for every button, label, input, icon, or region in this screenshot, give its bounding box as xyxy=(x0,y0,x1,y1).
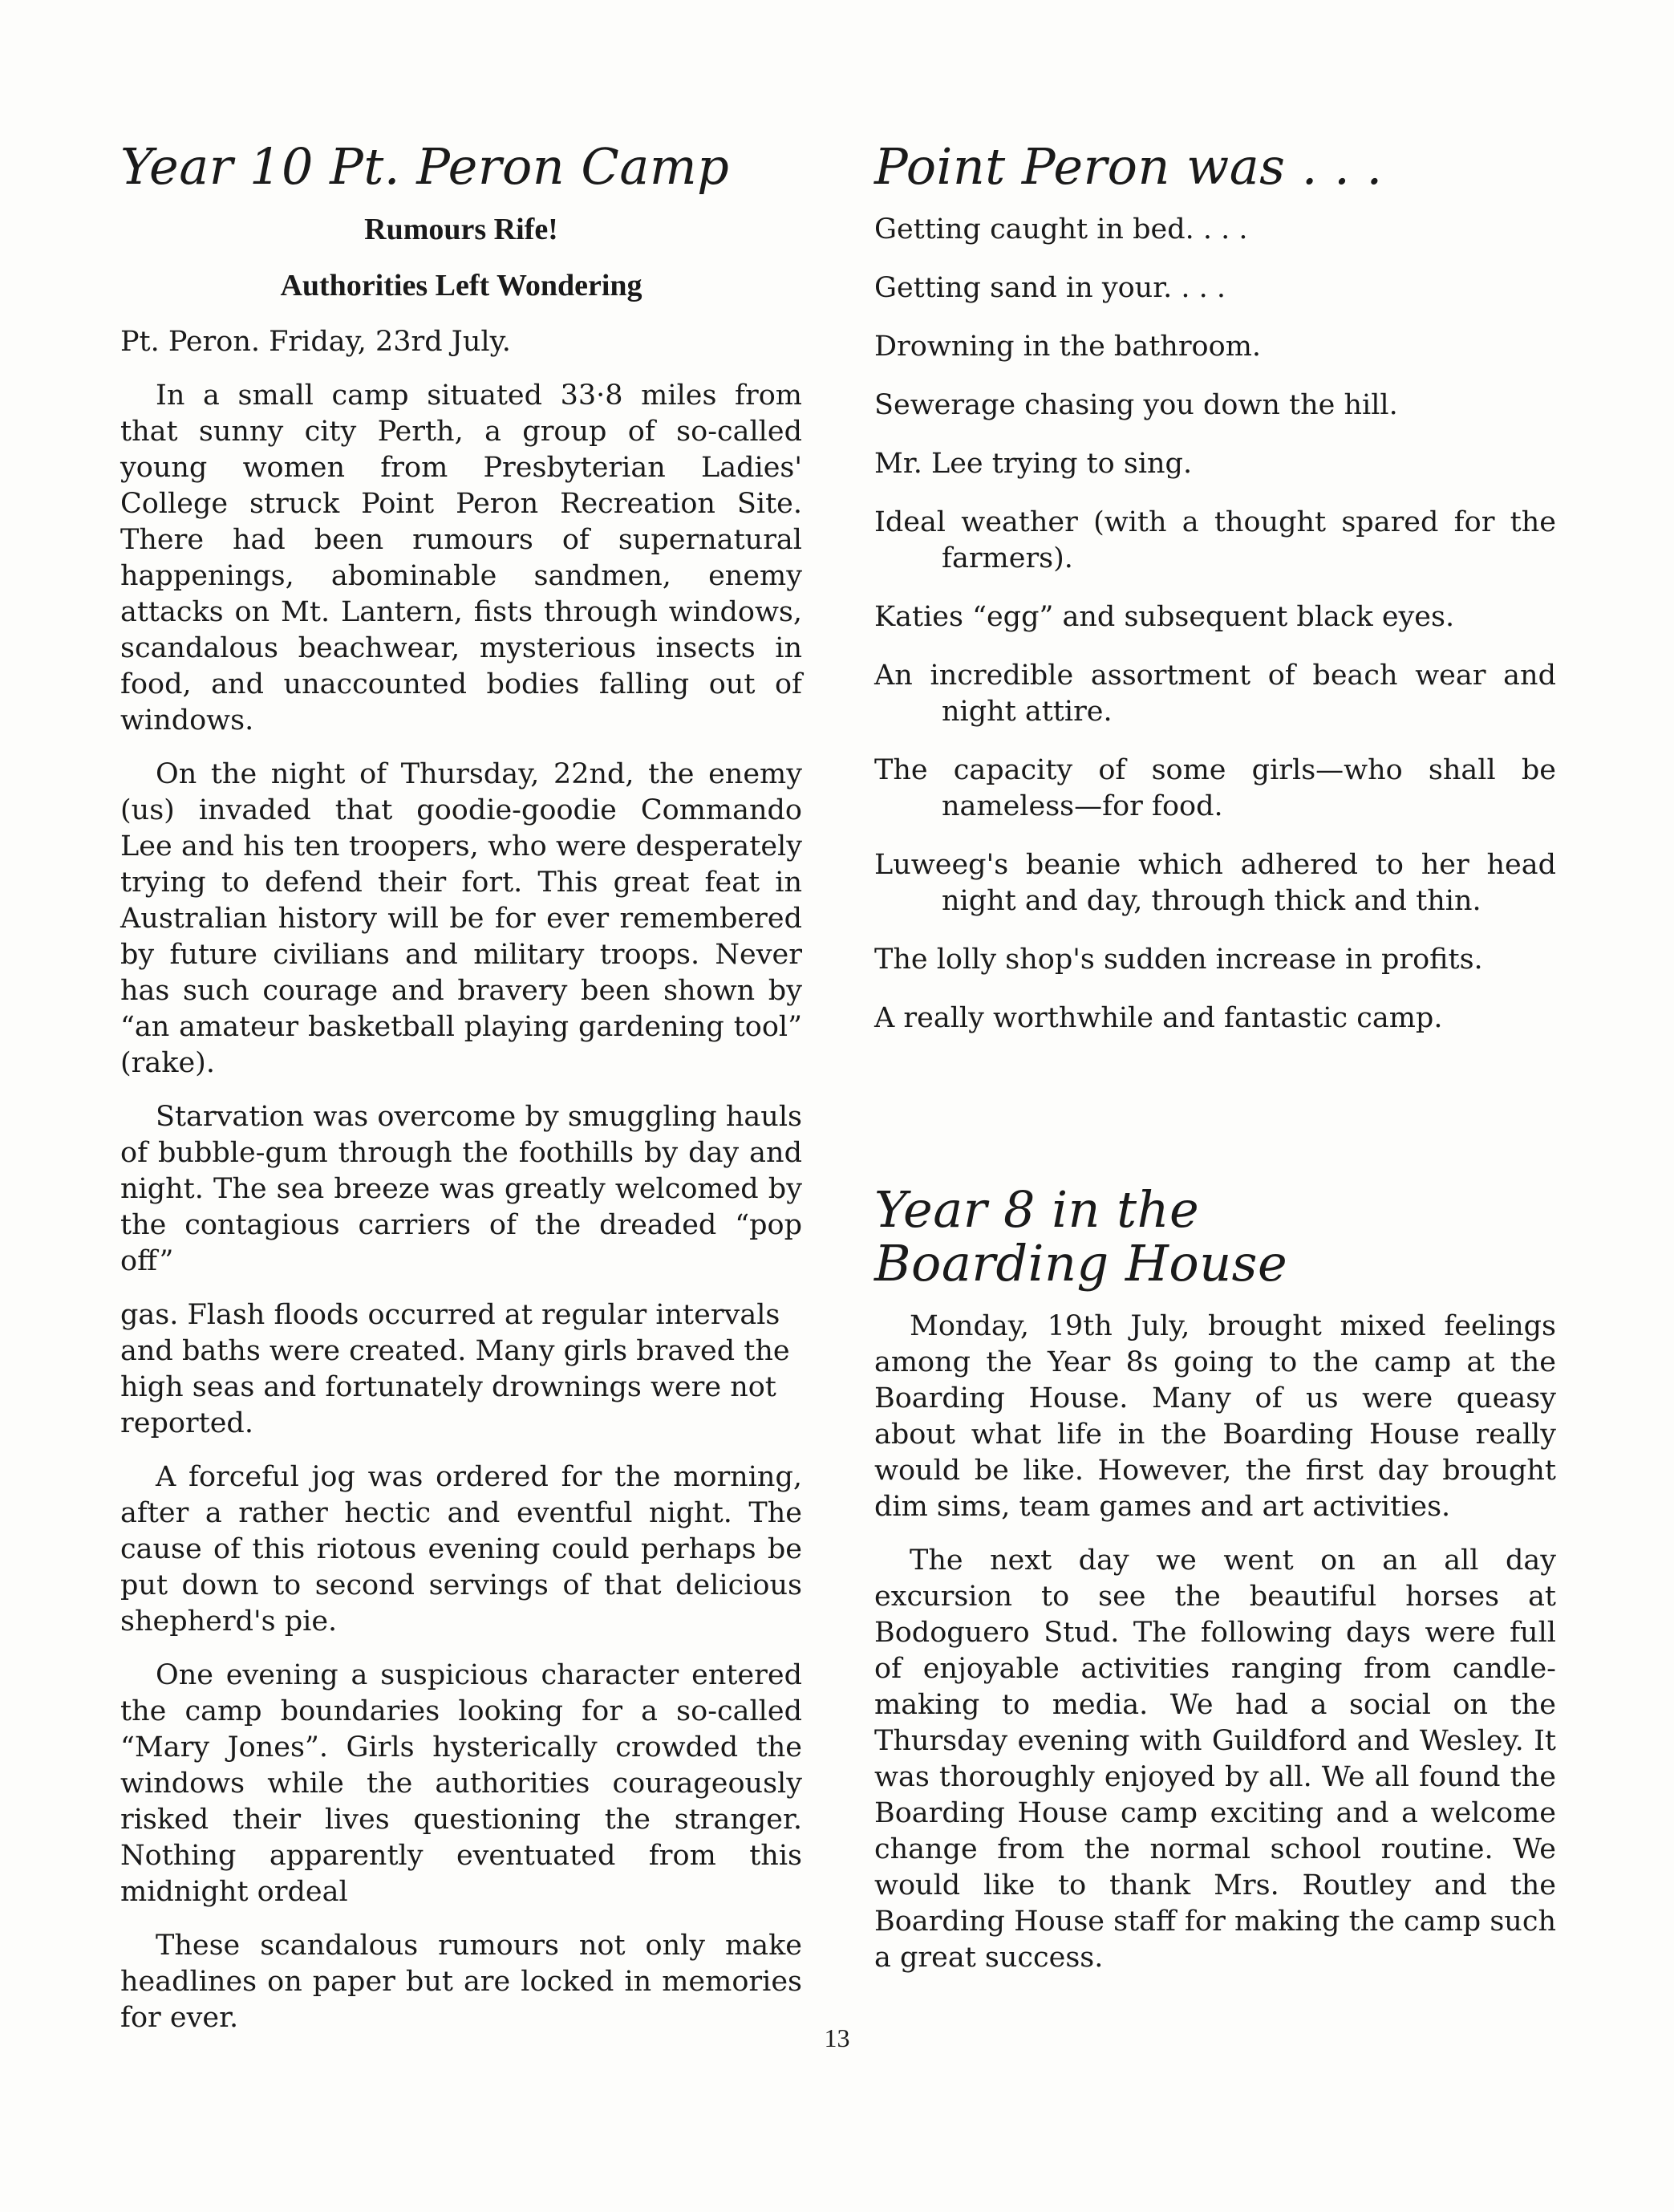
article1-dateline: Pt. Peron. Friday, 23rd July. xyxy=(120,325,511,358)
list-item: Ideal weather (with a thought spared for the farmers). xyxy=(874,505,1556,574)
article1-title: Year 10 Pt. Peron Camp xyxy=(120,137,730,196)
list-item: Sewerage chasing you down the hill. xyxy=(874,388,1398,421)
left-column xyxy=(120,137,802,2054)
article1-subhead-1: Rumours Rife! xyxy=(364,212,558,246)
list-item: Getting caught in bed. . . . xyxy=(874,213,1248,246)
article3-title-line-1: Year 8 in the xyxy=(874,1179,1200,1239)
list-item: A really worthwhile and fantastic camp. xyxy=(874,1001,1443,1034)
list-item: Getting sand in your. . . . xyxy=(874,271,1226,304)
article3-title xyxy=(874,1179,1556,1293)
article1-paragraph: In a small camp situated 33·8 miles from that sunny city Perth, a group of so-called young women from Presbyterian Ladies' College struck Point Peron Recreation Site. There had been rumours of supernatural happenings, abominable sandmen, enemy attacks on Mt. Lantern, fists through windows, scandalous beachwear, mysterious insects in food, and unaccounted bodies falling out of windows. xyxy=(120,379,802,737)
article2-title: Point Peron was . . . xyxy=(874,137,1383,196)
article3-title-line-2: Boarding House xyxy=(874,1233,1288,1293)
article1-paragraph: A forceful jog was ordered for the morning, after a rather hectic and eventful night. The cause of this riotous evening could perhaps be put down to second servings of that delicious shepherd's pie. xyxy=(120,1460,802,1638)
article1-paragraph: One evening a suspicious character entered the camp boundaries looking for a so-called “Mary Jones”. Girls hysterically crowded the windows while the authorities courageously risked their lives questioning the stranger. Nothing apparently eventuated from this midnight ordeal xyxy=(120,1658,802,1908)
list-item: The capacity of some girls—who shall be nameless—for food. xyxy=(874,753,1556,822)
right-column xyxy=(874,137,1556,1994)
list-item: Mr. Lee trying to sing. xyxy=(874,447,1193,480)
page-number: 13 xyxy=(824,2023,850,2052)
list-item: Drowning in the bathroom. xyxy=(874,330,1262,363)
list-item: Katies “egg” and subsequent black eyes. xyxy=(874,600,1455,633)
article1-paragraph: Starvation was overcome by smuggling hauls of bubble-gum through the foothills by day and night. The sea breeze was greatly welcomed by the contagious carriers of the dreaded “pop off” xyxy=(120,1100,802,1277)
list-item: An incredible assortment of beach wear and night attire. xyxy=(874,659,1556,728)
article1-paragraph: These scandalous rumours not only make headlines on paper but are locked in memories for ever. xyxy=(120,1929,802,2034)
article1-paragraph: On the night of Thursday, 22nd, the enemy (us) invaded that goodie-goodie Commando Lee and his ten troopers, who were desperately trying to defend their fort. This great feat in Australian history will be for ever remembered by future civilians and military troops. Never has such courage and bravery been shown by “an amateur basketball playing gardening tool” (rake). xyxy=(120,757,802,1079)
article3-paragraph: Monday, 19th July, brought mixed feelings among the Year 8s going to the camp at the Boarding House. Many of us were queasy about what life in the Boarding House really would be like. However, the first day brought dim sims, team games and art activities. xyxy=(874,1309,1556,1523)
section-spacer xyxy=(874,1059,1556,1183)
article3-paragraph: The next day we went on an all day excursion to see the beautiful horses at Bodoguero Stud. The following days were full of enjoyable activities ranging from candle-making to media. We had a social on the Thursday evening with Guildford and Wesley. It was thoroughly enjoyed by all. We all found the Boarding House camp exciting and a welcome change from the normal school routine. We would like to thank Mrs. Routley and the Boarding House staff for making the camp such a great success. xyxy=(874,1544,1556,1974)
article1-paragraph: gas. Flash floods occurred at regular intervals and baths were created. Many girls braved the high seas and fortunately drownings were not reported. xyxy=(120,1298,790,1439)
article1-subhead-2: Authorities Left Wondering xyxy=(280,268,642,302)
list-item: Luweeg's beanie which adhered to her head night and day, through thick and thin. xyxy=(874,848,1556,917)
list-item: The lolly shop's sudden increase in profits. xyxy=(874,943,1483,976)
